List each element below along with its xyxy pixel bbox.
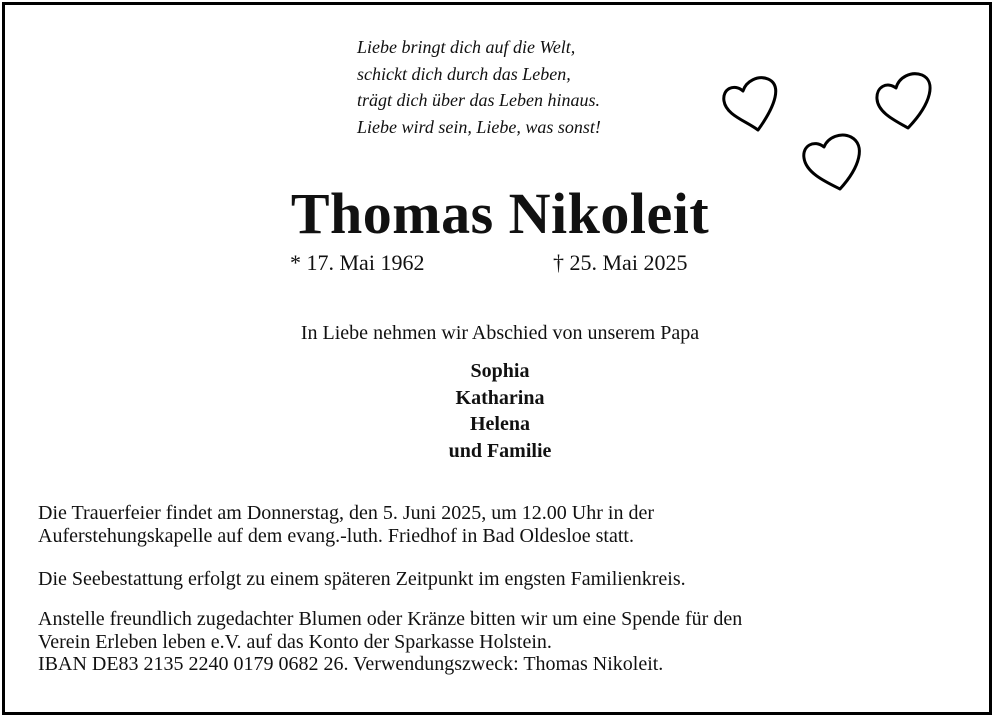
hearts-decoration: [710, 65, 950, 195]
deceased-name: Thomas Nikoleit: [290, 181, 710, 246]
donation-line: Verein Erleben leben e.V. auf das Konto der Sparkasse Holstein.: [38, 630, 552, 653]
poem-line: Liebe bringt dich auf die Welt,: [357, 37, 576, 57]
burial-line: Die Seebestattung erfolgt zu einem späteren Zeitpunkt im engsten Familienkreis.: [38, 568, 686, 590]
ceremony-paragraph: [38, 502, 966, 547]
birth-date: * 17. Mai 1962: [290, 250, 425, 275]
mourner-name: und Familie: [448, 439, 552, 462]
poem: [357, 34, 601, 140]
heart-icon: [724, 78, 776, 130]
ceremony-line: Auferstehungskapelle auf dem evang.-luth. Friedhof in Bad Oldesloe statt.: [38, 524, 634, 547]
burial-paragraph: [38, 568, 966, 591]
poem-line: schickt dich durch das Leben,: [357, 63, 571, 84]
mourner-name: Sophia: [470, 360, 530, 382]
mourner-name: Helena: [470, 413, 530, 435]
mourners-list: [0, 358, 1000, 464]
poem-line: Liebe wird sein, Liebe, was sonst!: [357, 116, 601, 137]
heart-icon: [877, 74, 930, 128]
donation-paragraph: [38, 608, 966, 676]
ceremony-line: Die Trauerfeier findet am Donnerstag, den 5. Juni 2025, um 12.00 Uhr in der: [38, 502, 654, 524]
death-date: † 25. Mai 2025: [553, 250, 688, 275]
farewell-intro: In Liebe nehmen wir Abschied von unserem Papa: [300, 322, 700, 344]
donation-line: IBAN DE83 2135 2240 0179 0682 26. Verwendungszweck: Thomas Nikoleit.: [38, 653, 664, 675]
poem-line: trägt dich über das Leben hinaus.: [357, 90, 600, 110]
donation-line: Anstelle freundlich zugedachter Blumen oder Kränze bitten wir um eine Spende für den: [38, 608, 743, 630]
mourner-name: Katharina: [455, 386, 545, 409]
